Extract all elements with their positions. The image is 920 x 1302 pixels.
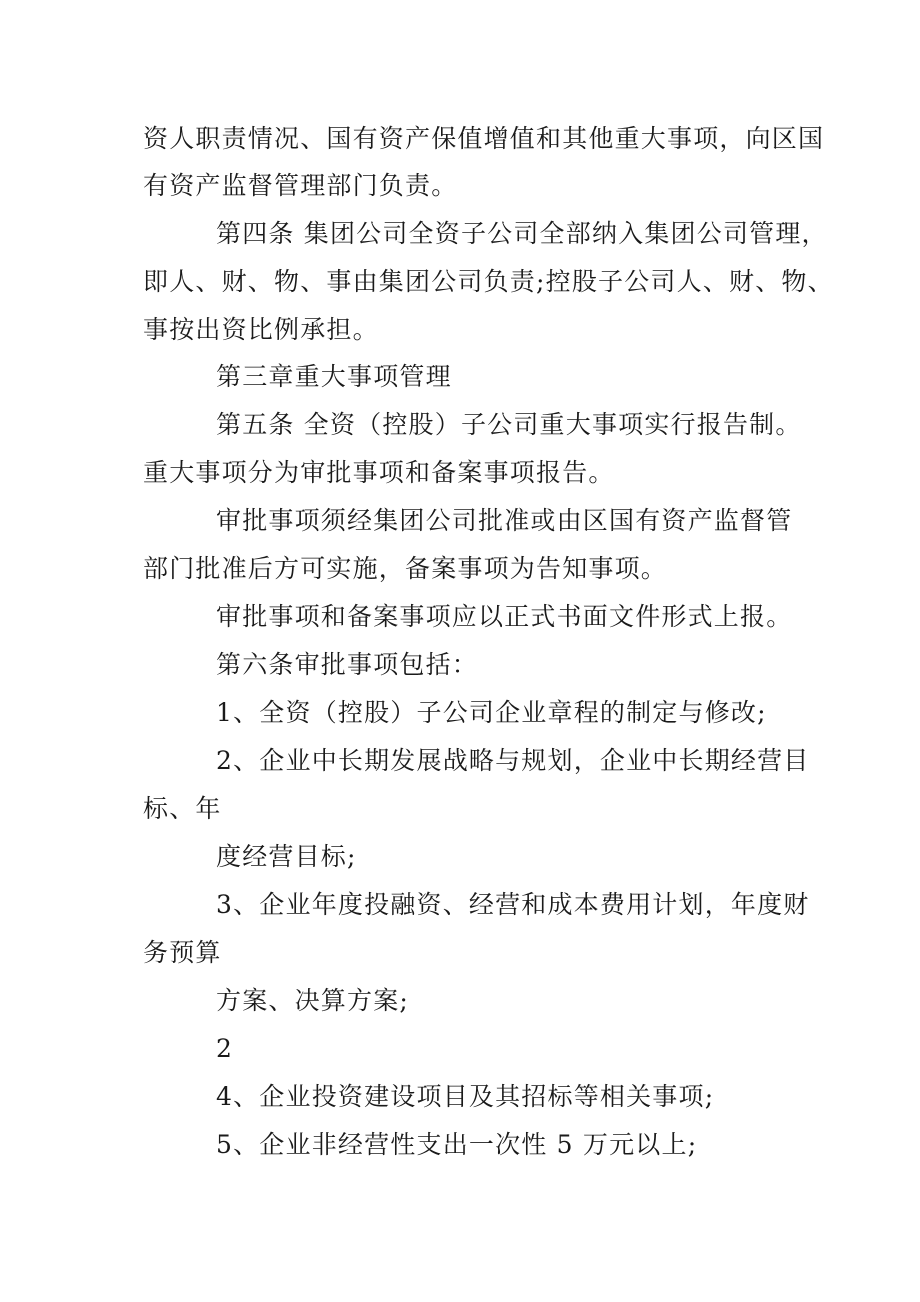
list-item-2: 2、企业中长期发展战略与规划，企业中长期经营目 — [216, 746, 810, 775]
text-line: 度经营目标; — [216, 842, 357, 871]
text-line: 方案、决算方案; — [216, 986, 410, 1015]
article-6-line: 第六条审批事项包括： — [216, 650, 479, 679]
page-number: 2 — [216, 1034, 234, 1063]
text-line: 重大事项分为审批事项和备案事项报告。 — [143, 458, 615, 487]
text-line: 资人职责情况、国有资产保值增值和其他重大事项，向区国 — [143, 124, 825, 153]
list-item-5: 5、企业非经营性支出一次性 5 万元以上; — [216, 1130, 698, 1159]
text-line: 事按出资比例承担。 — [143, 315, 379, 344]
text-line: 务预算 — [143, 938, 222, 967]
text-line: 有资产监督管理部门负责。 — [143, 171, 458, 200]
article-5-line: 第五条 全资（控股）子公司重大事项实行报告制。 — [216, 410, 802, 439]
list-item-1: 1、全资（控股）子公司企业章程的制定与修改; — [216, 698, 767, 727]
text-line: 即人、财、物、事由集团公司负责;控股子公司人、财、物、 — [143, 267, 834, 296]
text-line: 审批事项和备案事项应以正式书面文件形式上报。 — [216, 602, 793, 631]
list-item-3: 3、企业年度投融资、经营和成本费用计划，年度财 — [216, 890, 810, 919]
text-line: 审批事项须经集团公司批准或由区国有资产监督管 — [216, 506, 793, 535]
chapter-3-heading: 第三章重大事项管理 — [216, 362, 452, 391]
article-4-line: 第四条 集团公司全资子公司全部纳入集团公司管理， — [216, 219, 828, 248]
text-line: 标、年 — [143, 794, 222, 823]
list-item-4: 4、企业投资建设项目及其招标等相关事项; — [216, 1082, 715, 1111]
text-line: 部门批准后方可实施，备案事项为告知事项。 — [143, 554, 668, 583]
